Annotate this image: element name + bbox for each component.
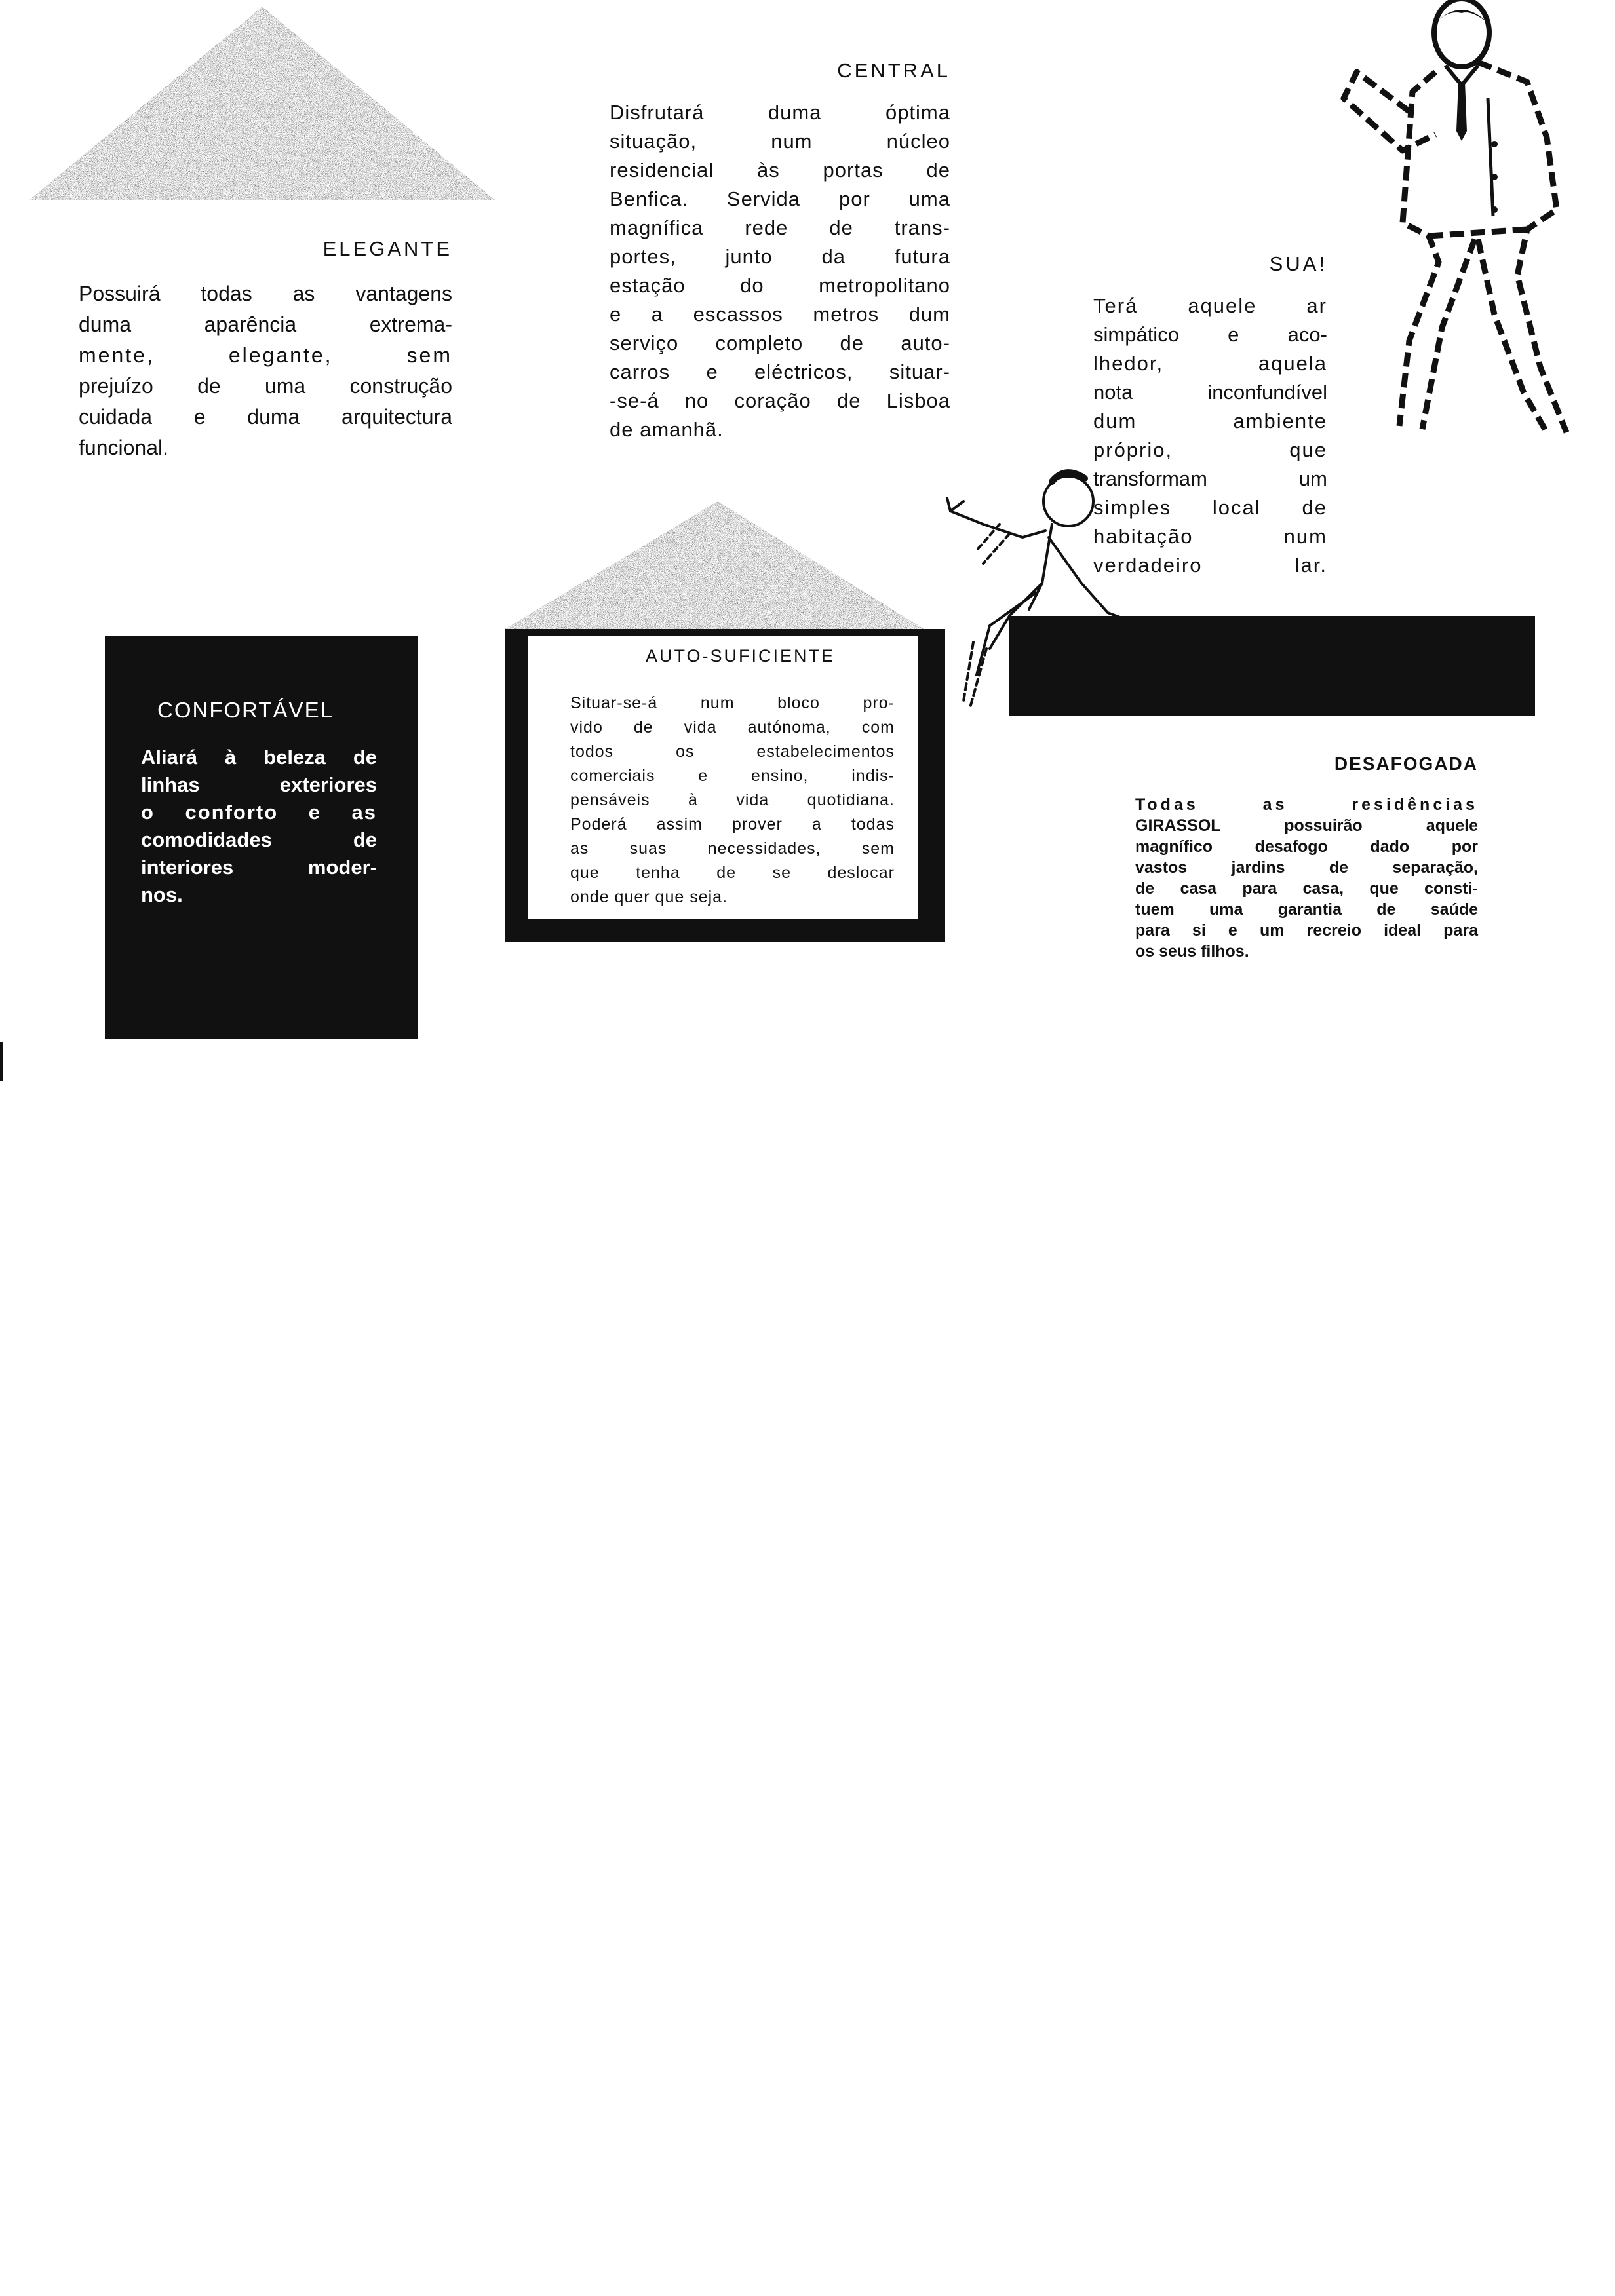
- text-line: dum ambiente: [1093, 410, 1327, 432]
- text-line: GIRASSOL possuirão aquele: [1135, 816, 1478, 835]
- text-line: linhas exteriores: [141, 773, 377, 796]
- text-line: todos os estabelecimentos: [570, 742, 895, 761]
- text-line: Situar-se-á num bloco pro-: [570, 694, 895, 712]
- confortavel-heading: CONFORTÁVEL: [157, 698, 334, 722]
- text-line: o conforto e as: [141, 801, 377, 824]
- desafogada-text: [1135, 794, 1478, 962]
- text-line: Possuirá todas as vantagens: [79, 282, 452, 305]
- central-heading: CENTRAL: [837, 59, 950, 82]
- text-line: Todas as residências: [1135, 795, 1478, 814]
- text-line: vastos jardins de separação,: [1135, 858, 1478, 877]
- text-line: Aliará à beleza de: [141, 746, 377, 769]
- text-line: as suas necessidades, sem: [570, 839, 895, 858]
- text-line: próprio, que: [1093, 438, 1327, 461]
- text-line: para si e um recreio ideal para: [1135, 921, 1478, 940]
- text-line: habitação num: [1093, 525, 1327, 548]
- man-in-suit-illustration: [1331, 0, 1606, 446]
- text-line: que tenha de se deslocar: [570, 864, 895, 882]
- auto-suficiente-panel: [528, 636, 918, 919]
- black-bar-block: [1009, 616, 1535, 716]
- text-line: de casa para casa, que consti-: [1135, 879, 1478, 898]
- margin-mark: [0, 1042, 3, 1081]
- auto-suficiente-heading: AUTO-SUFICIENTE: [646, 646, 836, 666]
- elegante-text: [79, 278, 452, 463]
- text-line: Benfica. Servida por uma: [610, 187, 950, 210]
- text-line: cuidada e duma arquitectura: [79, 405, 452, 429]
- text-line: e a escassos metros dum: [610, 303, 950, 326]
- elegante-heading: ELEGANTE: [322, 237, 452, 260]
- text-line: nos.: [141, 883, 183, 906]
- sua-heading: SUA!: [1269, 252, 1327, 275]
- text-line: comodidades de: [141, 828, 377, 851]
- text-line: transformam um: [1093, 467, 1327, 490]
- text-line: nota inconfundível: [1093, 381, 1327, 404]
- text-line: duma aparência extrema-: [79, 313, 452, 336]
- text-line: onde quer que seja.: [570, 888, 728, 906]
- text-line: portes, junto da futura: [610, 245, 950, 268]
- text-line: Terá aquele ar: [1093, 294, 1327, 317]
- text-line: os seus filhos.: [1135, 942, 1249, 961]
- text-line: -se-á no coração de Lisboa: [610, 389, 950, 412]
- speckled-triangle-roof: [29, 7, 495, 203]
- text-line: Disfrutará duma óptima: [610, 101, 950, 124]
- auto-suficiente-text: [570, 691, 895, 909]
- text-line: tuem uma garantia de saúde: [1135, 900, 1478, 919]
- text-line: magnífica rede de trans-: [610, 216, 950, 239]
- text-line: estação do metropolitano: [610, 274, 950, 297]
- text-line: residencial às portas de: [610, 159, 950, 182]
- text-line: simples local de: [1093, 496, 1327, 519]
- text-line: lhedor, aquela: [1093, 352, 1327, 375]
- confortavel-box: [105, 636, 418, 1039]
- central-text: [610, 98, 950, 444]
- text-line: serviço completo de auto-: [610, 332, 950, 354]
- text-line: simpático e aco-: [1093, 323, 1327, 346]
- text-line: interiores moder-: [141, 856, 377, 879]
- text-line: verdadeiro lar.: [1093, 554, 1327, 577]
- auto-suficiente-frame: [505, 629, 945, 942]
- speckled-house-roof: [498, 501, 944, 632]
- text-line: vido de vida autónoma, com: [570, 718, 895, 737]
- text-line: Poderá assim prover a todas: [570, 815, 895, 833]
- desafogada-heading: DESAFOGADA: [1334, 754, 1478, 774]
- text-line: prejuízo de uma construção: [79, 374, 452, 398]
- text-line: funcional.: [79, 436, 168, 459]
- text-line: de amanhã.: [610, 418, 724, 441]
- text-line: pensáveis à vida quotidiana.: [570, 791, 895, 809]
- confortavel-text: [141, 744, 377, 909]
- text-line: mente, elegante, sem: [79, 343, 452, 367]
- text-line: comerciais e ensino, indis-: [570, 767, 895, 785]
- text-line: magnífico desafogo dado por: [1135, 837, 1478, 856]
- text-line: carros e eléctricos, situar-: [610, 360, 950, 383]
- text-line: situação, num núcleo: [610, 130, 950, 153]
